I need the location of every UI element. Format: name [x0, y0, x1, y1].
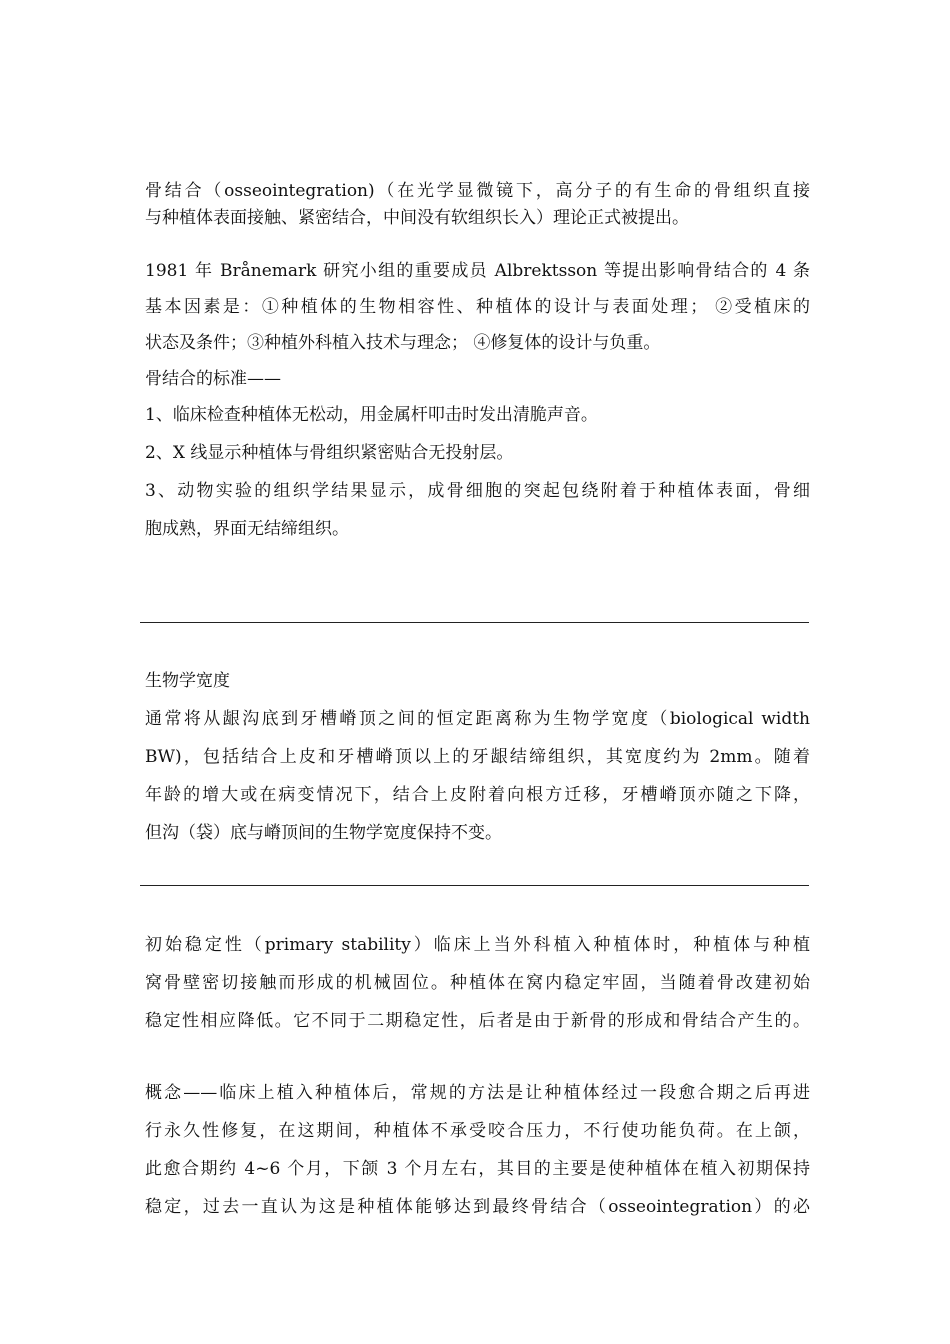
text-line: 通常将从龈沟底到牙槽嵴顶之间的恒定距离称为生物学宽度（biological width [145, 709, 810, 729]
text-line: 年龄的增大或在病变情况下，结合上皮附着向根方迁移，牙槽嵴顶亦随之下降， [145, 785, 810, 805]
text-line: 初始稳定性（primary stability）临床上当外科植入种植体时，种植体与种植 [145, 935, 810, 955]
text-line: 骨结合（osseointegration)（在光学显微镜下，高分子的有生命的骨组织直接 [145, 181, 810, 201]
text-line: 胞成熟，界面无结缔组织。 [145, 519, 349, 539]
text-line: 基本因素是：①种植体的生物相容性、种植体的设计与表面处理； ②受植床的 [145, 297, 810, 317]
text-line: 1981 年 Brånemark 研究小组的重要成员 Albrektsson 等提出影响骨结合的 4 条 [145, 261, 810, 281]
text-line: 1、临床检查种植体无松动，用金属杆叩击时发出清脆声音。 [145, 405, 598, 425]
text-line: 稳定，过去一直认为这是种植体能够达到最终骨结合（osseointegration）的必 [145, 1197, 810, 1217]
section-divider [140, 885, 809, 886]
text-line: 窝骨壁密切接触而形成的机械固位。种植体在窝内稳定牢固，当随着骨改建初始 [145, 973, 810, 993]
text-line: 稳定性相应降低。它不同于二期稳定性，后者是由于新骨的形成和骨结合产生的。 [145, 1011, 810, 1031]
text-line: 但沟（袋）底与嵴顶间的生物学宽度保持不变。 [145, 823, 502, 843]
text-line: 此愈合期约 4~6 个月，下颌 3 个月左右，其目的主要是使种植体在植入初期保持 [145, 1159, 810, 1179]
text-line: 行永久性修复，在这期间，种植体不承受咬合压力，不行使功能负荷。在上颌， [145, 1121, 810, 1141]
standards-heading: 骨结合的标准—— [145, 369, 281, 389]
section-divider [140, 622, 809, 623]
document-page [145, 0, 810, 1344]
text-line: BW)，包括结合上皮和牙槽嵴顶以上的牙龈结缔组织，其宽度约为 2mm。随着 [145, 747, 810, 767]
text-line: 状态及条件；③种植外科植入技术与理念； ④修复体的设计与负重。 [145, 333, 661, 353]
text-line: 概念——临床上植入种植体后，常规的方法是让种植体经过一段愈合期之后再进 [145, 1083, 810, 1103]
text-line: 2、X 线显示种植体与骨组织紧密贴合无投射层。 [145, 443, 514, 463]
text-line: 与种植体表面接触、紧密结合，中间没有软组织长入）理论正式被提出。 [145, 208, 689, 228]
section-title: 生物学宽度 [145, 671, 230, 691]
text-line: 3、动物实验的组织学结果显示，成骨细胞的突起包绕附着于种植体表面，骨细 [145, 481, 810, 501]
